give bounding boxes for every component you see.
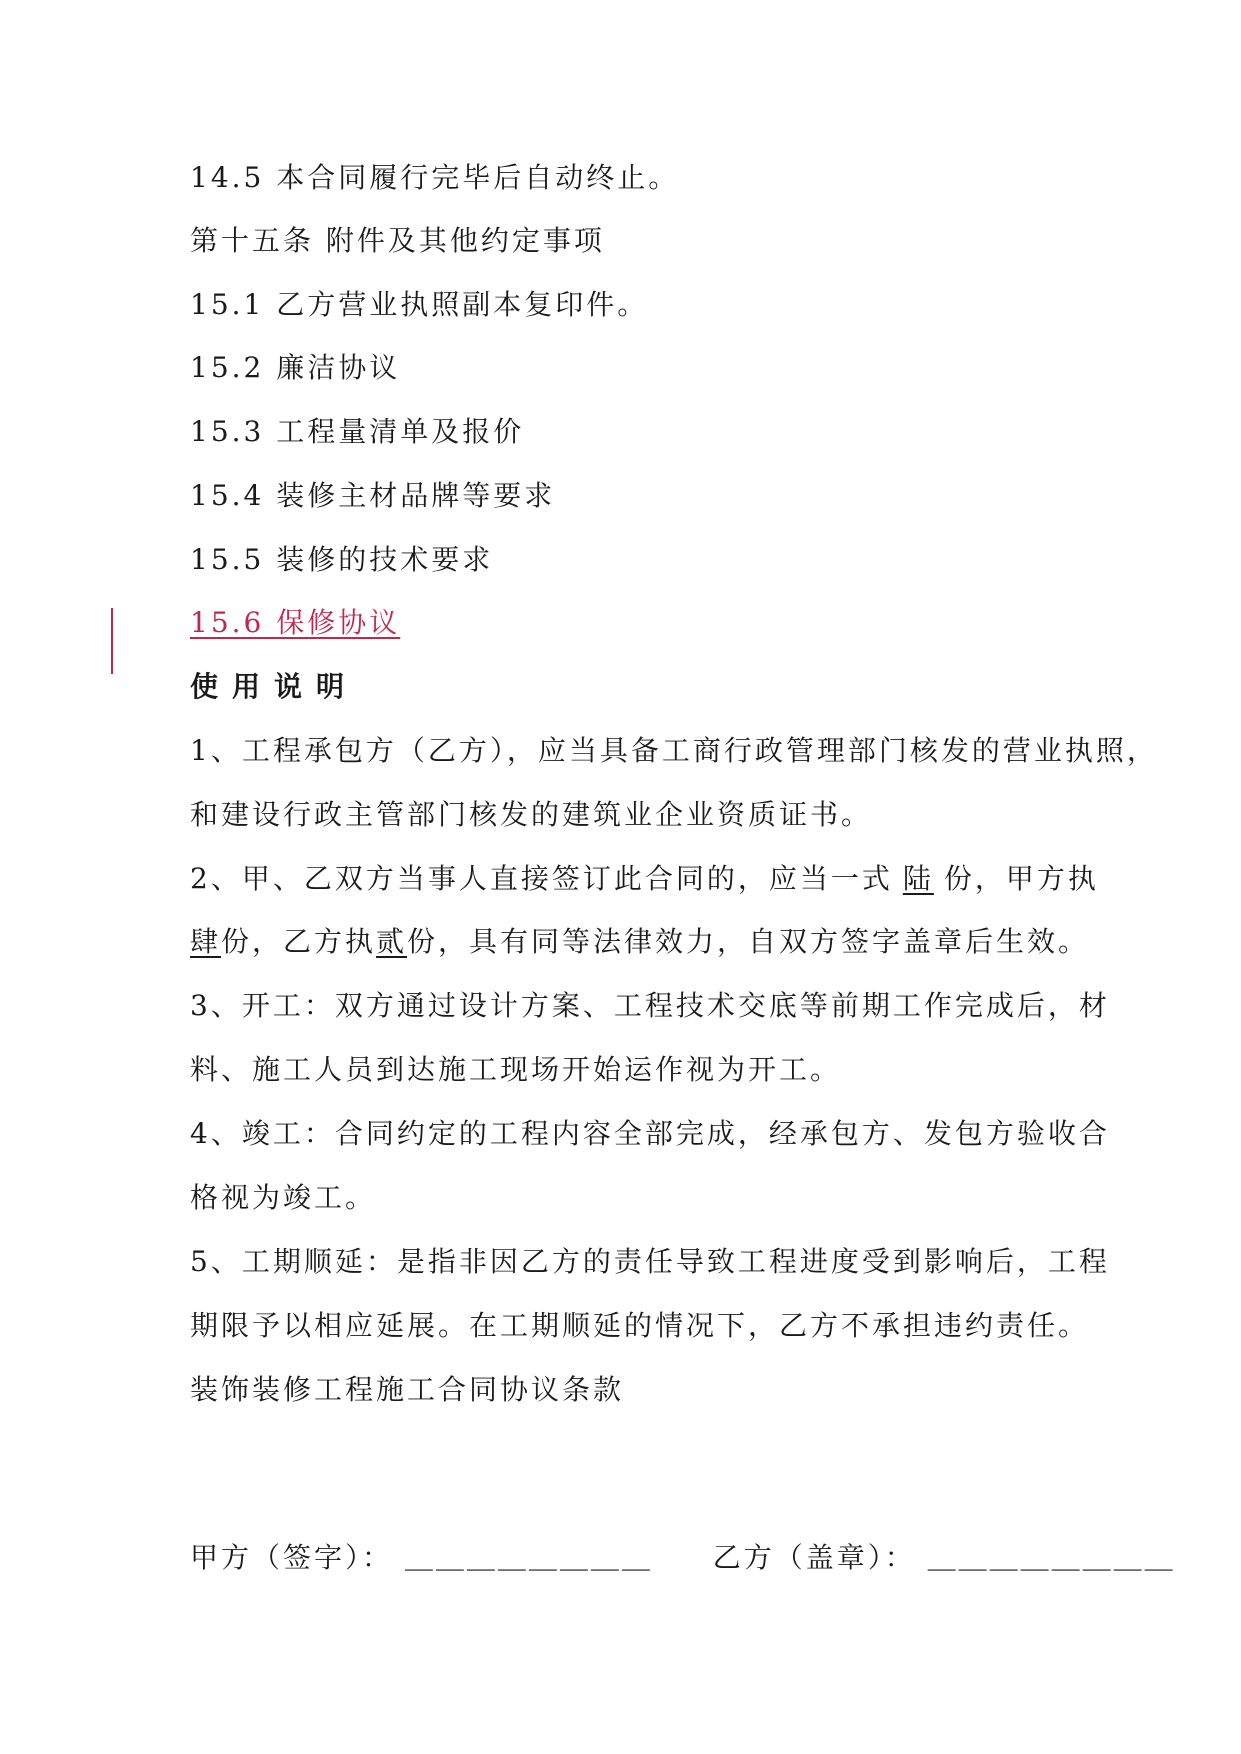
tracked-change-bar <box>111 608 113 674</box>
party-a-label: 甲方（签字）： <box>190 1541 394 1574</box>
instruction-3-line-1: 3、开工：双方通过设计方案、工程技术交底等前期工作完成后，材 <box>190 989 1110 1022</box>
instruction-2-text-d: 份，具有同等法律效力，自双方签字盖章后生效。 <box>407 925 1090 958</box>
instruction-2-line-1 <box>190 859 1099 899</box>
instruction-2-text-a: 2、甲、乙双方当事人直接签订此合同的，应当一式 <box>190 862 893 895</box>
instructions-heading: 使用说明 <box>190 670 359 703</box>
instruction-2-line-2 <box>190 922 1089 962</box>
copies-party-b: 贰 <box>376 925 408 958</box>
party-b-seal-blank[interactable]: ＿＿＿＿＿＿＿＿ <box>927 1541 1176 1574</box>
clause-15-3: 15.3 工程量清单及报价 <box>190 415 525 448</box>
instruction-1-line-2: 和建设行政主管部门核发的建筑业企业资质证书。 <box>190 798 873 831</box>
copies-total: 陆 <box>902 862 934 895</box>
clause-15-5: 15.5 装修的技术要求 <box>190 543 494 576</box>
instruction-1-line-1: 1、工程承包方（乙方），应当具备工商行政管理部门核发的营业执照， <box>190 734 1158 767</box>
article-15-title: 第十五条 附件及其他约定事项 <box>190 224 605 257</box>
instruction-5-line-2: 期限予以相应延展。在工期顺延的情况下，乙方不承担违约责任。 <box>190 1309 1090 1342</box>
instruction-5-line-1: 5、工期顺延：是指非因乙方的责任导致工程进度受到影响后，工程 <box>190 1245 1110 1278</box>
party-b-label: 乙方（盖章）： <box>712 1541 916 1574</box>
clause-15-4: 15.4 装修主材品牌等要求 <box>190 479 556 512</box>
instruction-2-text-c: 份，乙方执 <box>221 925 377 958</box>
clause-15-6-tracked: 15.6 保修协议 <box>190 606 401 639</box>
clause-15-1: 15.1 乙方营业执照副本复印件。 <box>190 288 649 321</box>
party-a-signature-blank[interactable]: ＿＿＿＿＿＿＿＿ <box>404 1541 653 1574</box>
instruction-3-line-2: 料、施工人员到达施工现场开始运作视为开工。 <box>190 1053 842 1086</box>
signature-row <box>190 1538 1176 1578</box>
footer-title: 装饰装修工程施工合同协议条款 <box>190 1373 625 1406</box>
clause-15-2: 15.2 廉洁协议 <box>190 351 401 384</box>
clause-14-5: 14.5 本合同履行完毕后自动终止。 <box>190 161 680 194</box>
copies-party-a: 肆 <box>190 925 222 958</box>
instruction-4-line-2: 格视为竣工。 <box>190 1181 377 1214</box>
instruction-2-text-b: 份，甲方执 <box>943 862 1099 895</box>
instruction-4-line-1: 4、竣工：合同约定的工程内容全部完成，经承包方、发包方验收合 <box>190 1117 1110 1150</box>
